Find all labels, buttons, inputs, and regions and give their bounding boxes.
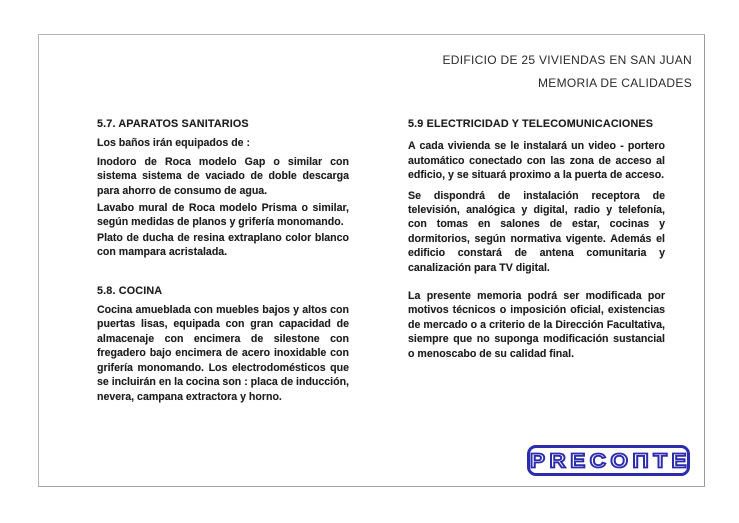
preconte-logo-text: PRECOПTE: [530, 448, 691, 472]
left-column: [97, 117, 349, 404]
header-title-line2: MEMORIA DE CALIDADES: [537, 76, 692, 90]
paragraph-video-portero: A cada vivienda se le instalará un video - portero automático conectado con las zona de acceso al edficio, y se situará proximo a la puerta de acceso.: [408, 140, 665, 182]
right-column: [408, 117, 665, 361]
paragraph-memoria-modificada: La presente memoria podrá ser modificada por motivos técnicos o imposición oficial, existencias de mercado o a criterio de la Dirección Facultativa, siempre que no suponga modificación sustancial o menoscabo de su calidad final.: [408, 290, 665, 360]
paragraph-banos-intro: Los baños irán equipados de :: [97, 137, 251, 150]
header-title-line1: EDIFICIO DE 25 VIVIENDAS EN SAN JUAN: [442, 53, 692, 67]
section-heading-5-9: 5.9 ELECTRICIDAD Y TELECOMUNICACIONES: [408, 118, 654, 130]
preconte-logo: [527, 445, 690, 476]
paragraph-television: Se dispondrá de instalación receptora de televisión, analógica y digital, radio y telefonía, con tomas en salones de estar, cocinas y dormitorios, según normativa vigente. Además el edificio constará de antena comunitaria y canalización para TV digital.: [408, 189, 665, 274]
paragraph-lavabo: Lavabo mural de Roca modelo Prisma o similar, según medidas de planos y grifería monomando.: [97, 202, 349, 229]
section-heading-5-8: 5.8. COCINA: [97, 284, 163, 297]
paragraph-plato-ducha: Plato de ducha de resina extraplano color blanco con mampara acristalada.: [97, 231, 349, 259]
document-header: [442, 49, 692, 95]
section-heading-5-7: 5.7. APARATOS SANITARIOS: [97, 118, 249, 130]
paragraph-cocina: Cocina amueblada con muebles bajos y altos con puertas lisas, equipada con gran capacidad de almacenaje con encimera de silestone con fregadero bajo encimera de acero inoxidable con grifería monomando. Los electrodomésticos que se incluirán en la cocina son : placa de inducción, nevera, campana extractora y horno.: [97, 304, 349, 403]
paragraph-inodoro: Inodoro de Roca modelo Gap o similar con sistema sistema de vaciado de doble descarga para ahorro de consumo de agua.: [97, 155, 349, 197]
